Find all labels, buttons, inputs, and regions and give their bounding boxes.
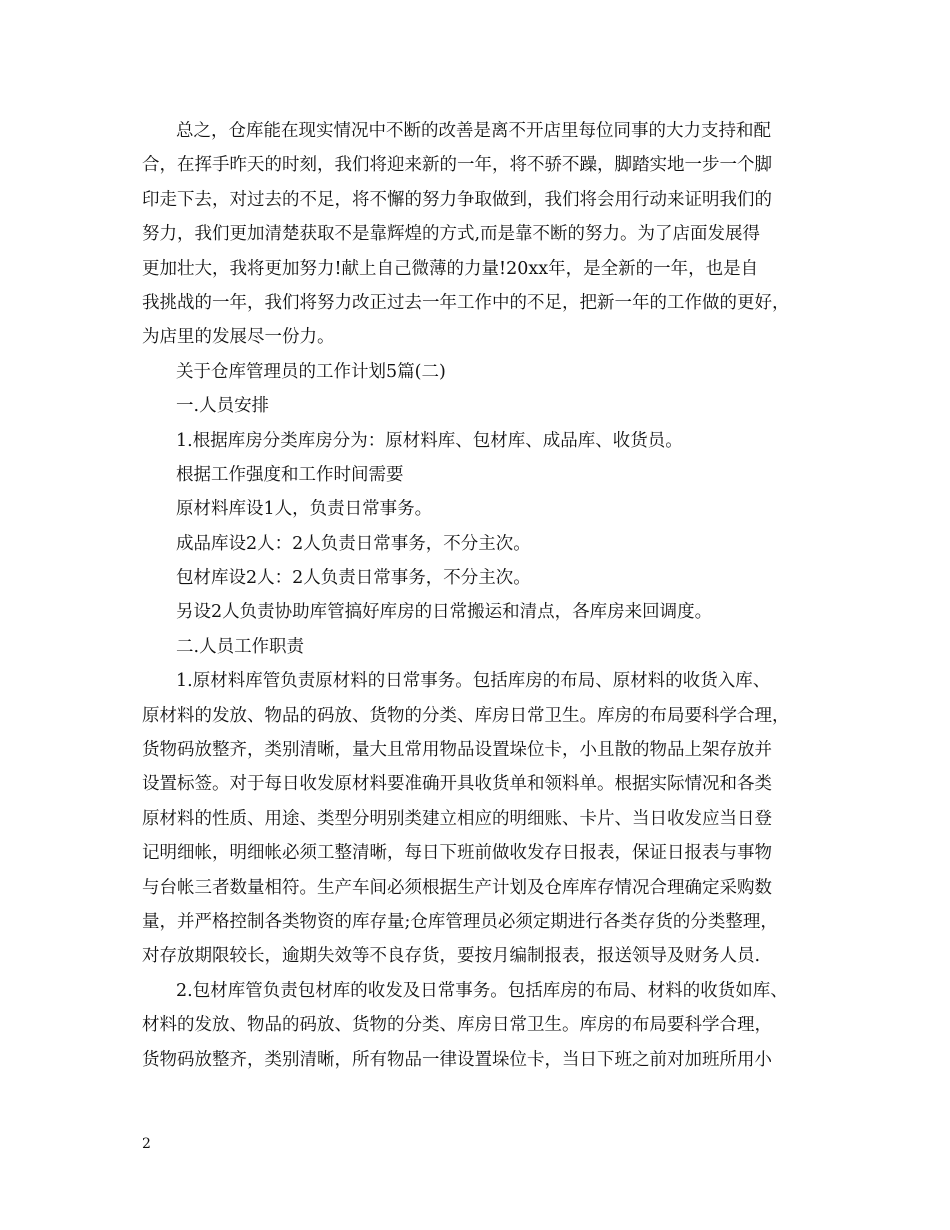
text-line: 2.包材库管负责包材库的收发及日常事务。包括库房的布局、材料的收货如库、 bbox=[176, 980, 788, 1001]
text-line: 包材库设2人：2人负责日常事务，不分主次。 bbox=[176, 568, 531, 589]
text-line: 我挑战的一年，我们将努力改正过去一年工作中的不足，把新一年的工作做的更好， bbox=[142, 292, 790, 313]
text-line: 总之，仓库能在现实情况中不断的改善是离不开店里每位同事的大力支持和配 bbox=[176, 121, 771, 141]
text-line: 努力，我们更加清楚获取不是靠辉煌的方式,而是靠不断的努力。为了店面发展得 bbox=[142, 224, 761, 245]
text-line: 原材料的性质、用途、类型分明别类建立相应的明细账、卡片、当日收发应当日登 bbox=[142, 808, 772, 829]
text-line: 合，在挥手昨天的时刻，我们将迎来新的一年，将不骄不躁，脚踏实地一步一个脚 bbox=[142, 155, 772, 176]
text-line: 二.人员工作职责 bbox=[176, 636, 305, 657]
text-line: 1.原材料库管负责原材料的日常事务。包括库房的布局、原材料的收货入库、 bbox=[176, 671, 771, 692]
text-line: 原材料的发放、物品的码放、货物的分类、库房日常卫生。库房的布局要科学合理， bbox=[142, 705, 790, 726]
text-line: 根据工作强度和工作时间需要 bbox=[176, 464, 404, 485]
text-line: 对存放期限较长，逾期失效等不良存货，要按月编制报表，报送领导及财务人员. bbox=[142, 946, 761, 967]
text-line: 原材料库设1人，负责日常事务。 bbox=[176, 499, 433, 520]
text-line: 为店里的发展尽一份力。 bbox=[142, 327, 335, 348]
text-line: 另设2人负责协助库管搞好库房的日常搬运和清点，各库房来回调度。 bbox=[176, 602, 713, 623]
text-line: 成品库设2人：2人负责日常事务，不分主次。 bbox=[176, 533, 531, 554]
text-line: 印走下去，对过去的不足，将不懈的努力争取做到，我们将会用行动来证明我们的 bbox=[142, 189, 772, 210]
text-line: 一.人员安排 bbox=[176, 396, 270, 417]
text-line: 货物码放整齐，类别清晰，量大且常用物品设置垛位卡，小且散的物品上架存放并 bbox=[142, 740, 772, 761]
text-line: 1.根据库房分类库房分为：原材料库、包材库、成品库、收货员。 bbox=[176, 430, 683, 451]
text-line: 更加壮大，我将更加努力!献上自己微薄的力量!20xx年，是全新的一年，也是自 bbox=[142, 258, 759, 279]
text-line: 关于仓库管理员的工作计划5篇(二) bbox=[176, 361, 446, 382]
text-line: 与台帐三者数量相符。生产车间必须根据生产计划及仓库库存情况合理确定采购数 bbox=[142, 877, 772, 898]
page-number: 2 bbox=[142, 1136, 151, 1152]
text-line: 量，并严格控制各类物资的库存量;仓库管理员必须定期进行各类存货的分类整理， bbox=[142, 911, 778, 932]
text-line: 材料的发放、物品的码放、货物的分类、库房日常卫生。库房的布局要科学合理， bbox=[142, 1015, 772, 1036]
text-line: 设置标签。对于每日收发原材料要准确开具收货单和领料单。根据实际情况和各类 bbox=[142, 774, 772, 795]
document-body bbox=[142, 114, 822, 1077]
text-line: 货物码放整齐，类别清晰，所有物品一律设置垛位卡，当日下班之前对加班所用小 bbox=[142, 1049, 772, 1070]
text-line: 记明细帐，明细帐必须工整清晰，每日下班前做收发存日报表，保证日报表与事物 bbox=[142, 843, 772, 864]
